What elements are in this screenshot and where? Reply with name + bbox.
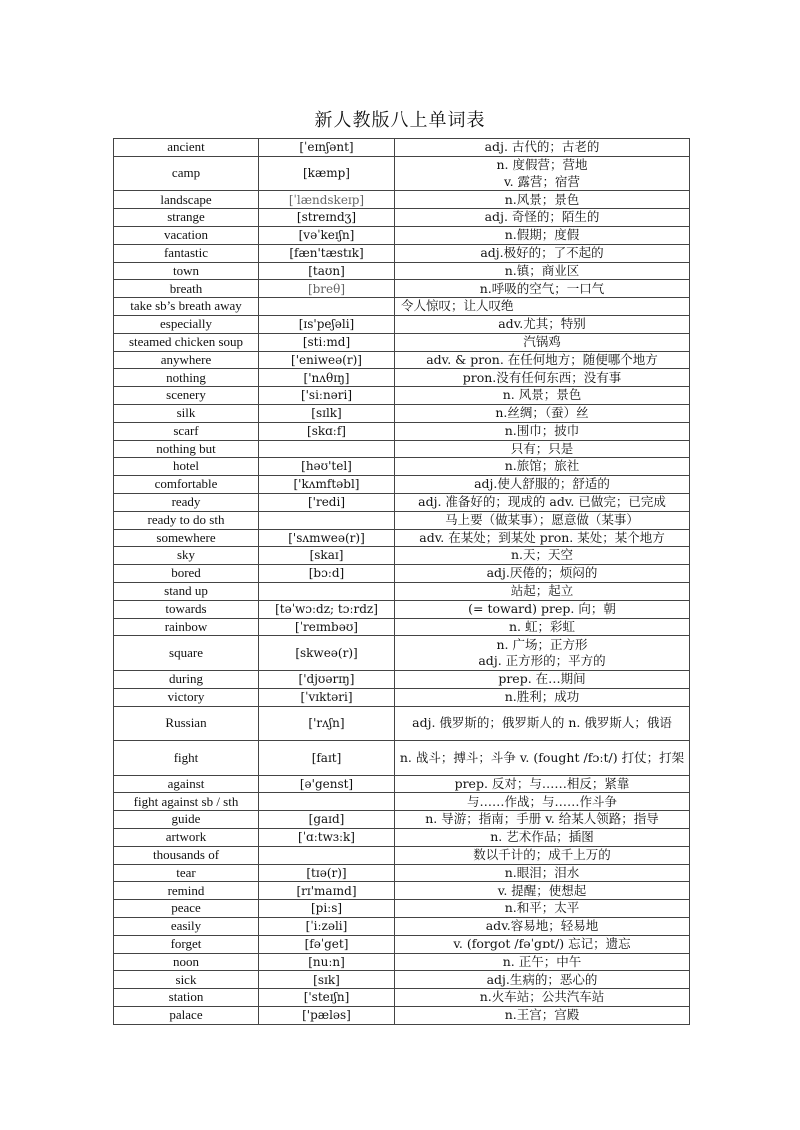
word-cell: rainbow [114, 618, 259, 636]
word-cell: peace [114, 900, 259, 918]
word-cell: especially [114, 315, 259, 333]
table-row [114, 688, 690, 706]
meaning-cell: prep. 在…期间 [395, 670, 690, 688]
word-cell: thousands of [114, 846, 259, 864]
word-cell: strange [114, 209, 259, 227]
word-cell: take sb’s breath away [114, 298, 259, 316]
phonetic-cell [259, 440, 395, 458]
meaning-cell: v. (forgot /fəˈgɒt/) 忘记；遗忘 [395, 935, 690, 953]
phonetic-cell: [ɪs'peʃəli] [259, 315, 395, 333]
meaning-cell: n.风景；景色 [395, 191, 690, 209]
word-cell: station [114, 989, 259, 1007]
table-row [114, 440, 690, 458]
word-cell: artwork [114, 829, 259, 847]
table-row [114, 565, 690, 583]
table-row [114, 351, 690, 369]
meaning-cell: n. 正午；中午 [395, 953, 690, 971]
table-row [114, 1007, 690, 1025]
table-row [114, 244, 690, 262]
meaning-cell: (= toward) prep. 向；朝 [395, 600, 690, 618]
table-row [114, 775, 690, 793]
word-cell: noon [114, 953, 259, 971]
word-cell: ready to do sth [114, 511, 259, 529]
phonetic-cell: [ˈɑːtwɜːk] [259, 829, 395, 847]
table-row [114, 529, 690, 547]
phonetic-cell: ['kʌmftəbl] [259, 476, 395, 494]
word-cell: square [114, 636, 259, 671]
table-row [114, 935, 690, 953]
phonetic-cell: [bɔːd] [259, 565, 395, 583]
phonetic-cell: ['sʌmweə(r)] [259, 529, 395, 547]
phonetic-cell: [kæmp] [259, 156, 395, 191]
table-row [114, 670, 690, 688]
meaning-cell: pron.没有任何东西；没有事 [395, 369, 690, 387]
meaning-cell: adj. 古代的；古老的 [395, 139, 690, 157]
meaning-cell: adv. 在某处；到某处 pron. 某处；某个地方 [395, 529, 690, 547]
phonetic-cell: [skɑːf] [259, 422, 395, 440]
phonetic-cell: [həʊ'tel] [259, 458, 395, 476]
table-row [114, 953, 690, 971]
meaning-cell: n.眼泪；泪水 [395, 864, 690, 882]
meaning-cell: adj. 俄罗斯的；俄罗斯人的 n. 俄罗斯人；俄语 [395, 706, 690, 741]
table-row [114, 989, 690, 1007]
table-row [114, 369, 690, 387]
phonetic-cell [259, 582, 395, 600]
table-row [114, 511, 690, 529]
meaning-cell: n. 广场；正方形 adj. 正方形的；平方的 [395, 636, 690, 671]
table-row [114, 864, 690, 882]
table-row [114, 547, 690, 565]
phonetic-cell: [skaɪ] [259, 547, 395, 565]
phonetic-cell: ['nʌθɪŋ] [259, 369, 395, 387]
word-cell: remind [114, 882, 259, 900]
meaning-cell: n.镇；商业区 [395, 262, 690, 280]
meaning-cell: n. 度假营；营地 v. 露营；宿营 [395, 156, 690, 191]
phonetic-cell: [rɪ'maɪnd] [259, 882, 395, 900]
table-row [114, 298, 690, 316]
meaning-cell: prep. 反对；与……相反；紧靠 [395, 775, 690, 793]
meaning-cell: adj. 奇怪的；陌生的 [395, 209, 690, 227]
phonetic-cell: [piːs] [259, 900, 395, 918]
meaning-cell: 站起；起立 [395, 582, 690, 600]
word-cell: guide [114, 811, 259, 829]
phonetic-cell: ['djʊərɪŋ] [259, 670, 395, 688]
table-row [114, 387, 690, 405]
phonetic-cell: [ˈvɪktəri] [259, 688, 395, 706]
phonetic-cell: [ə'genst] [259, 775, 395, 793]
phonetic-cell: [sɪlk] [259, 404, 395, 422]
table-row [114, 422, 690, 440]
word-cell: nothing but [114, 440, 259, 458]
phonetic-cell: [ˈreɪmbəʊ] [259, 618, 395, 636]
table-row [114, 191, 690, 209]
word-cell: stand up [114, 582, 259, 600]
phonetic-cell: ['pæləs] [259, 1007, 395, 1025]
word-cell: fight [114, 741, 259, 776]
phonetic-cell: [ˈeɪnʃənt] [259, 139, 395, 157]
word-cell: camp [114, 156, 259, 191]
table-row [114, 333, 690, 351]
word-cell: during [114, 670, 259, 688]
phonetic-cell: ['siːnəri] [259, 387, 395, 405]
meaning-cell: n.丝绸；（蚕）丝 [395, 404, 690, 422]
word-cell: nothing [114, 369, 259, 387]
table-row [114, 600, 690, 618]
phonetic-cell: [skweə(r)] [259, 636, 395, 671]
table-row [114, 811, 690, 829]
phonetic-cell: [ˈlændskeɪp] [259, 191, 395, 209]
word-cell: sick [114, 971, 259, 989]
table-row [114, 846, 690, 864]
phonetic-cell [259, 793, 395, 811]
meaning-cell: n. 风景；景色 [395, 387, 690, 405]
table-row [114, 493, 690, 511]
meaning-cell: n. 艺术作品；插图 [395, 829, 690, 847]
table-row [114, 280, 690, 298]
table-row [114, 618, 690, 636]
phonetic-cell: [vəˈkeɪʃn] [259, 226, 395, 244]
word-cell: sky [114, 547, 259, 565]
meaning-cell: adj. 准备好的；现成的 adv. 已做完；已完成 [395, 493, 690, 511]
word-cell: scenery [114, 387, 259, 405]
table-row [114, 900, 690, 918]
meaning-cell: n.王宫；宫殿 [395, 1007, 690, 1025]
word-cell: landscape [114, 191, 259, 209]
table-row [114, 829, 690, 847]
meaning-cell: n.假期；度假 [395, 226, 690, 244]
phonetic-cell: [streɪndʒ] [259, 209, 395, 227]
phonetic-cell: [fəˈget] [259, 935, 395, 953]
word-cell: hotel [114, 458, 259, 476]
table-row [114, 971, 690, 989]
meaning-cell: n.火车站；公共汽车站 [395, 989, 690, 1007]
table-row [114, 582, 690, 600]
meaning-cell: adj.厌倦的；烦闷的 [395, 565, 690, 583]
meaning-cell: 汽锅鸡 [395, 333, 690, 351]
table-row [114, 706, 690, 741]
meaning-cell: adv. & pron. 在任何地方；随便哪个地方 [395, 351, 690, 369]
meaning-cell: n. 导游；指南；手册 v. 给某人领路；指导 [395, 811, 690, 829]
word-cell: town [114, 262, 259, 280]
table-row [114, 315, 690, 333]
meaning-cell: n.旅馆；旅社 [395, 458, 690, 476]
phonetic-cell: [breθ] [259, 280, 395, 298]
phonetic-cell: [tɪə(r)] [259, 864, 395, 882]
word-cell: bored [114, 565, 259, 583]
phonetic-cell: ['redi] [259, 493, 395, 511]
meaning-cell: n.围巾；披巾 [395, 422, 690, 440]
vocabulary-table [113, 138, 690, 1025]
meaning-cell: n.和平；太平 [395, 900, 690, 918]
meaning-cell: 令人惊叹；让人叹绝 [395, 298, 690, 316]
word-cell: ancient [114, 139, 259, 157]
phonetic-cell: [nuːn] [259, 953, 395, 971]
meaning-cell: adv.容易地；轻易地 [395, 918, 690, 936]
meaning-cell: adj.使人舒服的；舒适的 [395, 476, 690, 494]
word-cell: tear [114, 864, 259, 882]
meaning-cell: adj.生病的；恶心的 [395, 971, 690, 989]
phonetic-cell [259, 846, 395, 864]
table-row [114, 262, 690, 280]
word-cell: comfortable [114, 476, 259, 494]
word-cell: Russian [114, 706, 259, 741]
word-cell: fight against sb / sth [114, 793, 259, 811]
word-cell: ready [114, 493, 259, 511]
word-cell: anywhere [114, 351, 259, 369]
word-cell: forget [114, 935, 259, 953]
meaning-cell: 数以千计的；成千上万的 [395, 846, 690, 864]
table-row [114, 882, 690, 900]
table-row [114, 476, 690, 494]
phonetic-cell: [təˈwɔːdz; tɔːrdz] [259, 600, 395, 618]
table-row [114, 636, 690, 671]
word-cell: breath [114, 280, 259, 298]
table-row [114, 793, 690, 811]
page-title: 新人教版八上单词表 [314, 110, 486, 131]
word-cell: towards [114, 600, 259, 618]
phonetic-cell [259, 298, 395, 316]
word-cell: somewhere [114, 529, 259, 547]
word-cell: easily [114, 918, 259, 936]
word-cell: victory [114, 688, 259, 706]
meaning-cell: 只有；只是 [395, 440, 690, 458]
meaning-cell: v. 提醒；使想起 [395, 882, 690, 900]
phonetic-cell: ['eniweə(r)] [259, 351, 395, 369]
meaning-cell: n. 战斗；搏斗；斗争 v. (fought /fɔːt/) 打仗；打架 [395, 741, 690, 776]
word-cell: fantastic [114, 244, 259, 262]
meaning-cell: 与……作战；与……作斗争 [395, 793, 690, 811]
meaning-cell: adj.极好的；了不起的 [395, 244, 690, 262]
table-row [114, 458, 690, 476]
table-row [114, 209, 690, 227]
meaning-cell: n.天；天空 [395, 547, 690, 565]
word-cell: palace [114, 1007, 259, 1025]
meaning-cell: n. 虹；彩虹 [395, 618, 690, 636]
vocabulary-table-body [114, 139, 690, 1025]
meaning-cell: 马上要（做某事）；愿意做（某事） [395, 511, 690, 529]
phonetic-cell: [ˈiːzəli] [259, 918, 395, 936]
word-cell: scarf [114, 422, 259, 440]
table-row [114, 139, 690, 157]
table-row [114, 741, 690, 776]
table-row [114, 156, 690, 191]
table-row [114, 404, 690, 422]
table-row [114, 918, 690, 936]
meaning-cell: adv.尤其；特别 [395, 315, 690, 333]
phonetic-cell: [fæn'tæstɪk] [259, 244, 395, 262]
word-cell: vacation [114, 226, 259, 244]
phonetic-cell [259, 511, 395, 529]
phonetic-cell: [gaɪd] [259, 811, 395, 829]
word-cell: against [114, 775, 259, 793]
meaning-cell: n.胜利；成功 [395, 688, 690, 706]
phonetic-cell: [stiːmd] [259, 333, 395, 351]
word-cell: silk [114, 404, 259, 422]
word-cell: steamed chicken soup [114, 333, 259, 351]
phonetic-cell: ['rʌʃn] [259, 706, 395, 741]
phonetic-cell: [faɪt] [259, 741, 395, 776]
phonetic-cell: [taʊn] [259, 262, 395, 280]
phonetic-cell: [sɪk] [259, 971, 395, 989]
table-row [114, 226, 690, 244]
phonetic-cell: ['steɪʃn] [259, 989, 395, 1007]
meaning-cell: n.呼吸的空气；一口气 [395, 280, 690, 298]
